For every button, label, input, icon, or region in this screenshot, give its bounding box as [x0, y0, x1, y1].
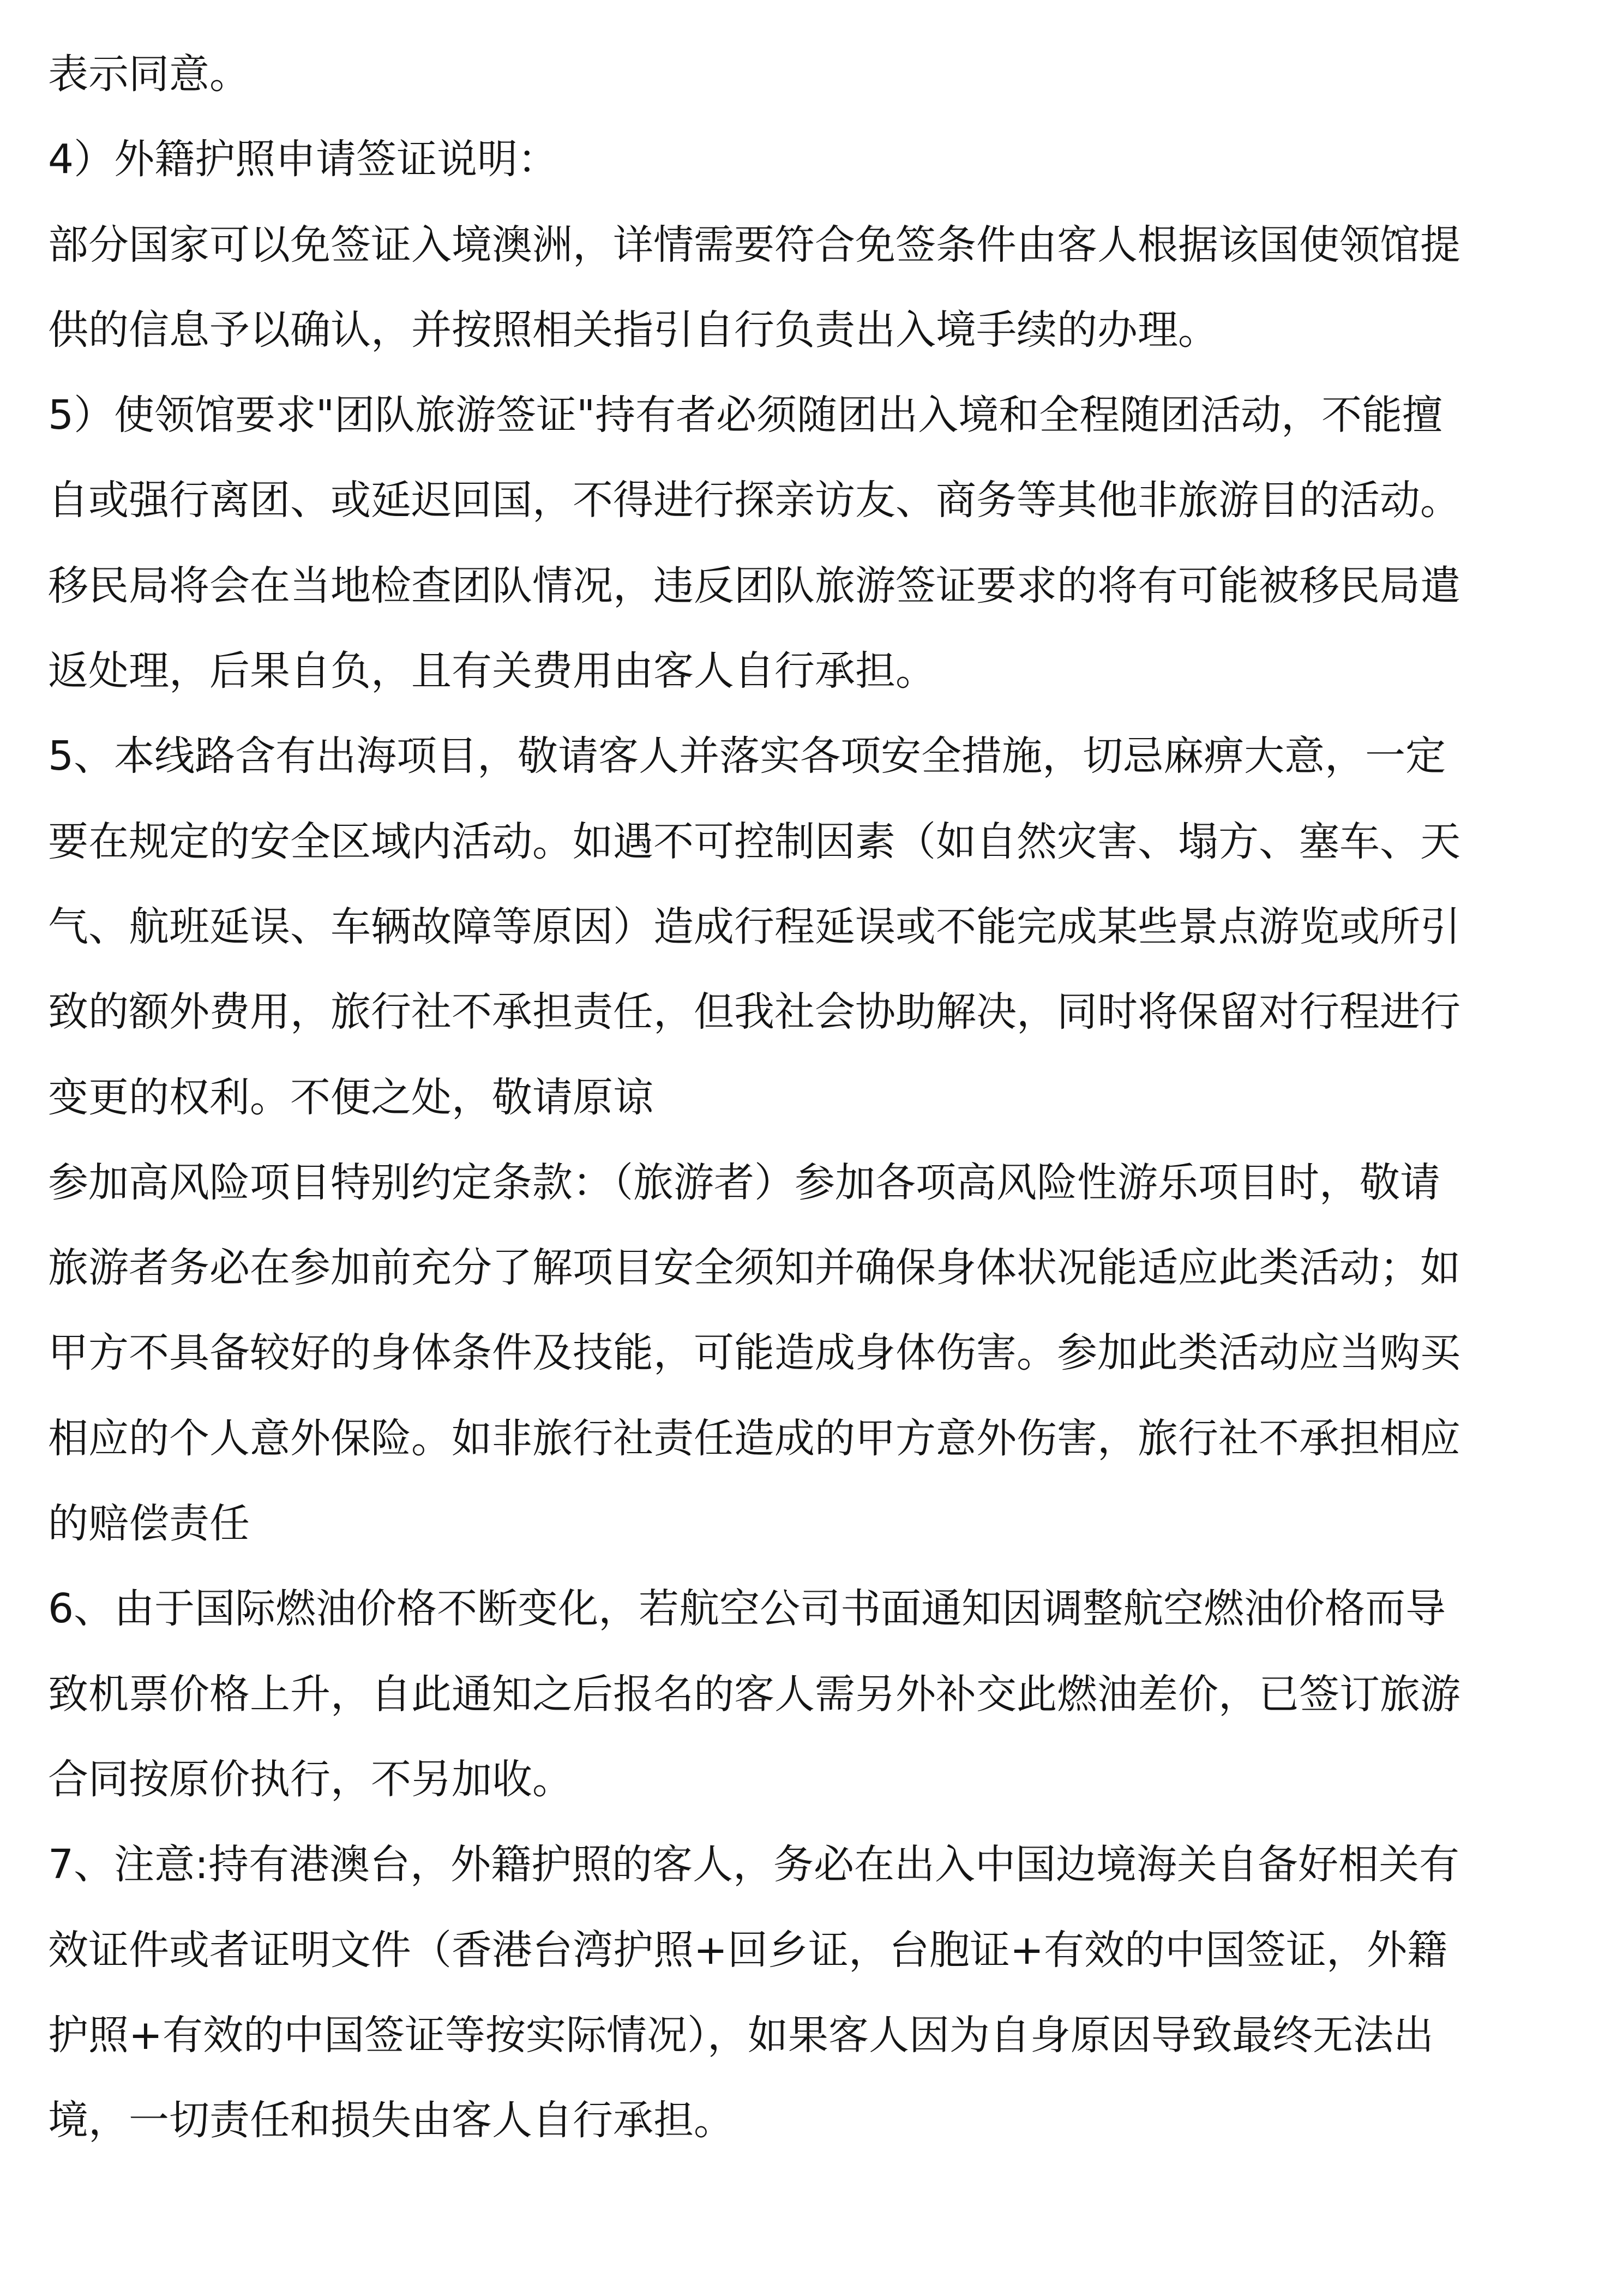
text-line: 气、航班延误、车辆故障等原因）造成行程延误或不能完成某些景点游览或所引 — [48, 903, 1460, 950]
text-line: 参加高风险项目特别约定条款：（旅游者）参加各项高风险性游乐项目时，敬请 — [48, 1159, 1440, 1206]
text-line: 致机票价格上升，自此通知之后报名的客人需另外补交此燃油差价，已签订旅游 — [48, 1670, 1460, 1718]
text-line: 合同按原价执行，不另加收。 — [48, 1755, 573, 1803]
text-line: 的赔偿责任 — [48, 1500, 250, 1548]
text-line: 变更的权利。不便之处，敬请原谅 — [48, 1074, 653, 1121]
text-line: 部分国家可以免签证入境澳洲，详情需要符合免签条件由客人根据该国使领馆提 — [48, 221, 1460, 268]
text-line: 效证件或者证明文件（香港台湾护照+回乡证，台胞证+有效的中国签证，外籍 — [48, 1926, 1448, 1974]
text-line: 自或强行离团、或延迟回国，不得进行探亲访友、商务等其他非旅游目的活动。 — [48, 477, 1460, 524]
text-line: 移民局将会在当地检查团队情况，违反团队旅游签证要求的将有可能被移民局遣 — [48, 562, 1460, 609]
text-line: 6、由于国际燃油价格不断变化，若航空公司书面通知因调整航空燃油价格而导 — [48, 1585, 1446, 1633]
text-line: 境，一切责任和损失由客人自行承担。 — [48, 2097, 734, 2144]
text-line: 相应的个人意外保险。如非旅行社责任造成的甲方意外伤害，旅行社不承担相应 — [48, 1414, 1460, 1462]
section-heading-foreign-passport: 4）外籍护照申请签证说明： — [48, 136, 558, 183]
text-line: 表示同意。 — [48, 51, 250, 98]
text-line: 7、注意:持有港澳台，外籍护照的客人，务必在出入中国边境海关自备好相关有 — [48, 1841, 1460, 1889]
document-body — [48, 32, 1575, 2163]
text-line: 护照+有效的中国签证等按实际情况），如果客人因为自身原因导致最终无法出 — [48, 2011, 1434, 2059]
text-line: 供的信息予以确认，并按照相关指引自行负责出入境手续的办理。 — [48, 306, 1218, 353]
text-line: 5、本线路含有出海项目，敬请客人并落实各项安全措施，切忌麻痹大意，一定 — [48, 733, 1446, 780]
text-line: 返处理，后果自负，且有关费用由客人自行承担。 — [48, 648, 936, 695]
text-line: 5）使领馆要求"团队旅游签证"持有者必须随团出入境和全程随团活动，不能擅 — [48, 392, 1443, 439]
text-line: 甲方不具备较好的身体条件及技能，可能造成身体伤害。参加此类活动应当购买 — [48, 1329, 1460, 1377]
text-line: 致的额外费用，旅行社不承担责任，但我社会协助解决，同时将保留对行程进行 — [48, 988, 1460, 1036]
text-line: 要在规定的安全区域内活动。如遇不可控制因素（如自然灾害、塌方、塞车、天 — [48, 818, 1460, 865]
text-line: 旅游者务必在参加前充分了解项目安全须知并确保身体状况能适应此类活动；如 — [48, 1244, 1460, 1292]
